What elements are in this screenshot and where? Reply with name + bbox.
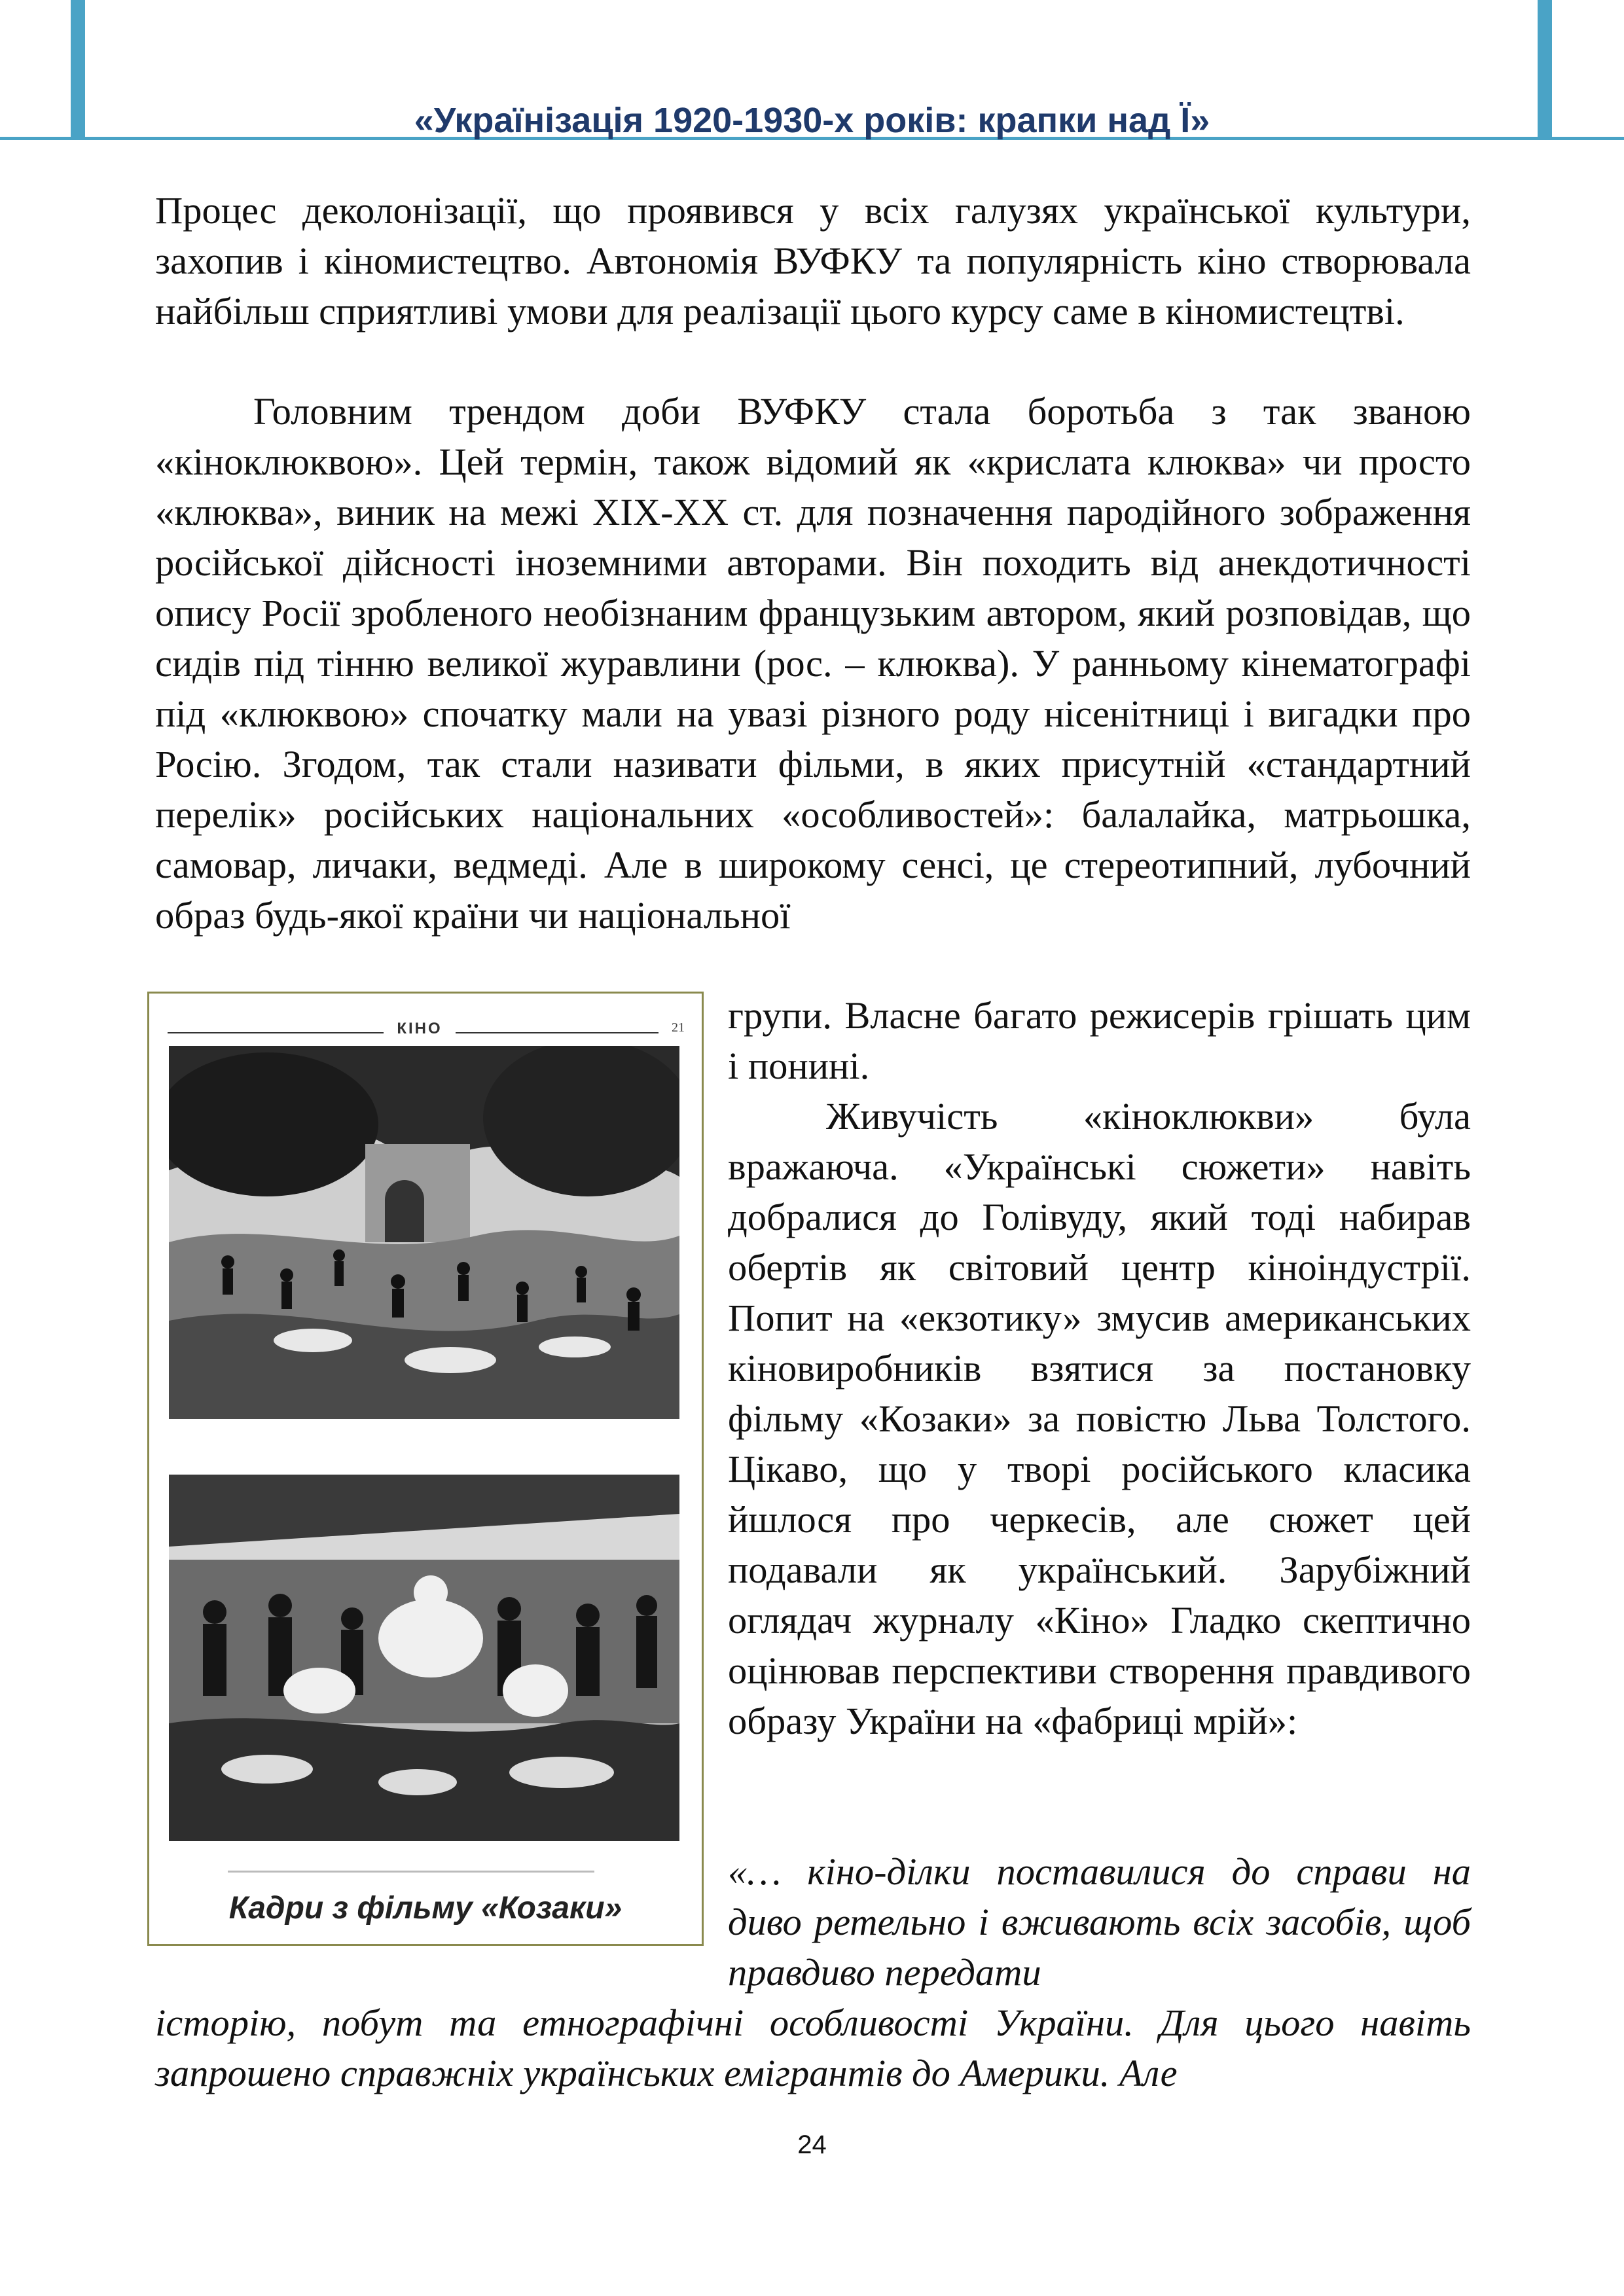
film-still-bottom: [169, 1475, 679, 1841]
film-stills-figure: [147, 992, 704, 1946]
figure-divider: [228, 1871, 594, 1873]
paragraph-1: Процес деколонізації, що проявився у всіх галузях української культури, захопив і кіномистецтво. Автономія ВУФКУ та популярність кіно створювала найбільш сприятливі умови для реалізації цього курсу саме в кіномистецтві.: [155, 189, 1471, 332]
magazine-page-number: 21: [672, 1020, 685, 1035]
quote-wide: історію, побут та етнографічні особливості України. Для цього навіть запрошено справжніх українських емігрантів до Америки. Але: [155, 2001, 1471, 2094]
magazine-title: КІНО: [397, 1020, 442, 1037]
paragraph-2-continued: групи. Власне багато режисерів грішать цим і понині.: [728, 994, 1471, 1087]
paragraph-2: Головним трендом доби ВУФКУ стала боротьба з так званою «кіноклюквою». Цей термін, також відомий як «крислата клюква» чи просто «клюква», виник на межі XIX-XX ст. для позначення пародійного зображення російської дійсності іноземними авторами. Він походить від анекдотичності опису Росії зробленого необізнаним французьким автором, який розповідав, що сидів під тінню великої журавлини (рос. – клюква). У ранньому кінематографі під «клюквою» спочатку мали на увазі різного роду нісенітниці і вигадки про Росію. Згодом, так стали називати фільми, в яких присутній «стандартний перелік» російських національних «особливостей»: балалайка, матрьошка, самовар, личаки, ведмеді. Але в широкому сенсі, це стереотипний, лубочний образ будь-якої країни чи національної: [155, 390, 1471, 937]
paragraph-3: Живучість «кіноклюкви» була вражаюча. «Українські сюжети» навіть добралися до Голівуду, який тоді набирав обертів як світовий центр кіноіндустрії. Попит на «екзотику» змусив американських кіновиробників взятися за постановку фільму «Козаки» за повістю Льва Толстого. Цікаво, що у творі російського класика йшлося про черкесів, але сюжет цей подавали як український. Зарубіжний оглядач журналу «Кіно» Гладко скептично оцінював перспективи створення правдивого образу України на «фабриці мрій»:: [728, 1095, 1471, 1742]
page-number: 24: [797, 2130, 827, 2159]
figure-caption: Кадри з фільму «Козаки»: [228, 1891, 623, 1926]
film-still-top: [169, 1046, 679, 1419]
quote-narrow: «… кіно-ділки поставилися до справи на диво ретельно і вживають всіх засобів, щоб правдиво передати: [728, 1850, 1471, 1994]
magazine-header: [168, 1020, 685, 1037]
running-header: «Українізація 1920-1930-х років: крапки над Ї»: [414, 101, 1210, 140]
